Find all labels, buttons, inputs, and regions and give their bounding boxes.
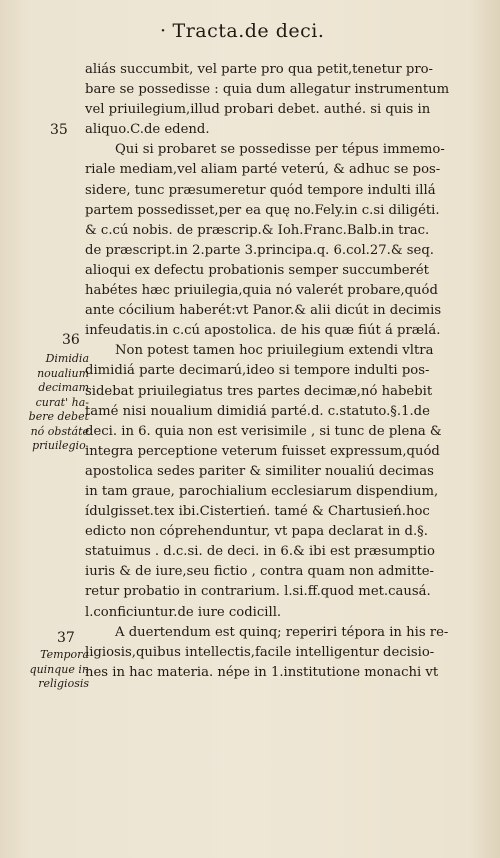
text-line: sidere, tunc præsumeretur quód tempore indulti illá <box>85 182 436 198</box>
text-line: retur probatio in contrarium. l.si.ff.quod met.causá. <box>85 584 431 600</box>
text-line: statuimus . d.c.si. de deci. in 6.& ibi est præsumptio <box>85 544 435 560</box>
text-line: tamé nisi noualium dimidiá parté.d. c.statuto.§.1.de <box>85 403 430 419</box>
margin-note-line: quinque in <box>29 662 89 676</box>
text-line: A duertendum est quinq; reperiri tépora in his re- <box>115 624 449 640</box>
margin-note-37 <box>15 648 89 692</box>
margin-note-line: priuilegio. <box>32 439 89 452</box>
text-line: l.conficiuntur.de iure codicill. <box>85 604 282 620</box>
text-line: Non potest tamen hoc priuilegium extendi vltra <box>115 343 434 359</box>
text-line: edicto non cóprehenduntur, vt papa declarat in d.§. <box>85 524 428 540</box>
body-text <box>85 60 475 683</box>
margin-note-line: curat' ha- <box>35 395 89 409</box>
text-line: aliquo.C.de edend. <box>85 122 210 138</box>
running-header <box>160 20 420 42</box>
text-line: habétes hæc priuilegia,quia nó valerét probare,quód <box>85 283 438 299</box>
text-line: dimidiá parte decimarú,ideo si tempore indulti pos- <box>85 363 430 379</box>
text-line: nes in hac materia. népe in 1.institutione monachi vt <box>85 664 439 680</box>
text-line: sidebat priuilegiatus tres partes decimæ,nó habebit <box>85 383 433 399</box>
margin-number-35: 35 <box>50 122 68 138</box>
margin-note-36 <box>15 352 89 454</box>
margin-note-line: Dimidia <box>45 352 89 365</box>
text-line: Qui si probaret se possedisse per tépus immemo- <box>115 142 445 158</box>
text-line: deci. in 6. quia non est verisimile , si tunc de plena & <box>85 423 442 439</box>
text-line: de præscript.in 2.parte 3.principa.q. 6.col.27.& seq. <box>85 242 434 258</box>
text-line: infeudatis.in c.cú apostolica. de his quæ fiút á prælá. <box>85 323 441 339</box>
text-line: riale mediam,vel aliam parté veterú, & adhuc se pos- <box>85 162 441 178</box>
margin-note-line: Tempora <box>40 648 89 661</box>
margin-note-line: nó obstáte <box>30 424 89 438</box>
margin-number-37: 37 <box>57 630 75 646</box>
text-line: ligiosis,quibus intellectis,facile intelligentur decisio- <box>85 644 435 660</box>
margin-number-36: 36 <box>62 332 80 348</box>
text-line: apostolica sedes pariter & similiter noualiú decimas <box>85 463 434 479</box>
margin-note-line: religiosis <box>38 677 89 690</box>
margin-note-line: bere debet <box>28 410 89 423</box>
text-line: aliás succumbit, vel parte pro qua petit,tenetur pro- <box>85 62 434 77</box>
text-line: integra perceptione veterum fuisset expressum,quód <box>85 443 440 459</box>
margin-note-line: decimam <box>38 381 89 394</box>
text-line: iuris & de iure,seu fictio , contra quam non admitte- <box>85 564 435 580</box>
text-line: in tam graue, parochialium ecclesiarum dispendium, <box>85 483 439 499</box>
header-mark: · <box>160 20 167 42</box>
margin-note-line: noualium <box>37 366 89 380</box>
text-line: alioqui ex defectu probationis semper succumberét <box>85 262 429 278</box>
text-line: ídulgisset.tex ibi.Cistertień. tamé & Chartusień.hoc <box>85 504 430 520</box>
header-title: Tracta.de deci. <box>172 20 325 42</box>
text-line: bare se possedisse : quia dum allegatur instrumentum <box>85 82 450 98</box>
text-line: vel priuilegium,illud probari debet. authé. si quis in <box>85 102 431 118</box>
text-line: partem possedisset,per ea quę no.Fely.in c.si diligéti. <box>85 202 440 218</box>
text-line: ante cócilium haberét:vt Panor.& alii dicút in decimis <box>85 303 442 319</box>
text-line: & c.cú nobis. de præscrip.& Ioh.Franc.Balb.in trac. <box>85 222 430 238</box>
